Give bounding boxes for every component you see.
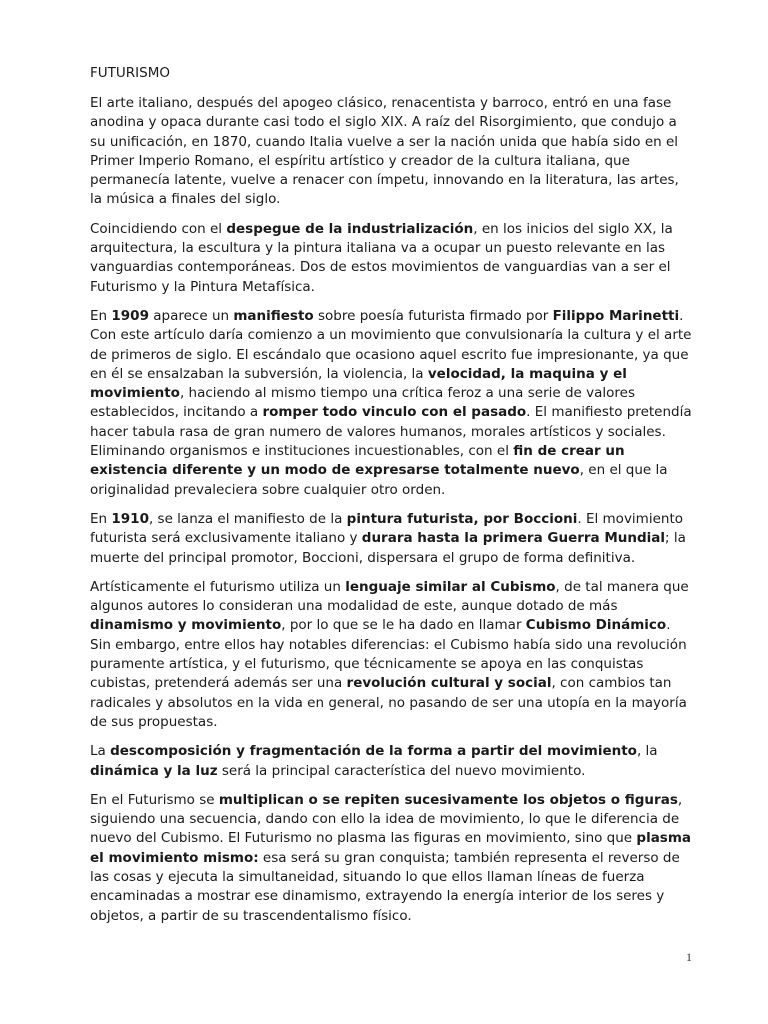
text-run: . Con este artículo daría comienzo a un movimiento que convulsionaría la cultura y el arte de primeros de siglo. El escándalo que ocasiono aquel escrito fue impresionante, ya que en él se ensalzaban la subversión, la violencia, la bbox=[90, 307, 692, 382]
text-run: , la bbox=[636, 743, 658, 760]
text-run: En bbox=[90, 510, 112, 527]
bold-text: Cubismo Dinámico bbox=[525, 617, 667, 634]
text-run: Artísticamente el futurismo utiliza un bbox=[90, 578, 346, 595]
document-body bbox=[90, 94, 694, 926]
text-run: aparece un bbox=[148, 307, 234, 324]
text-run: La bbox=[90, 743, 111, 760]
document-page bbox=[90, 64, 694, 936]
bold-text: descomposición y fragmentación de la forma a partir del movimiento bbox=[110, 743, 637, 760]
text-run: , de tal manera que algunos autores lo consideran una modalidad de este, aunque dotado de más bbox=[90, 578, 689, 615]
bold-text: pintura futurista, por Boccioni bbox=[346, 510, 578, 527]
bold-text: romper todo vinculo con el pasado bbox=[262, 404, 527, 421]
paragraph bbox=[90, 742, 694, 781]
text-run: El arte italiano, después del apogeo clásico, renacentista y barroco, entró en una fase anodina y opaca durante casi todo el siglo XIX. A raíz del Risorgimiento, que condujo a su unificación, en 1870, cuando Italia vuelve a ser la nación unida que había sido en el Primer Imperio Romano, el espíritu artístico y creador de la cultura italiana, que permanecía latente, vuelve a renacer con ímpetu, innovando en la literatura, las artes, la música a finales del siglo. bbox=[90, 95, 679, 208]
bold-text: Filippo Marinetti bbox=[552, 307, 680, 324]
bold-text: fin de crear un existencia diferente y un modo de expresarse totalmente nuevo bbox=[90, 443, 625, 479]
paragraph bbox=[90, 791, 694, 926]
text-run: ; la muerte del principal promotor, Boccioni, dispersara el grupo de forma definitiva. bbox=[90, 530, 686, 566]
bold-text: despegue de la industrialización bbox=[226, 220, 474, 237]
paragraph bbox=[90, 510, 694, 568]
text-run: esa será su gran conquista; también representa el reverso de las cosas y ejecuta la simultaneidad, situando lo que ellos llaman líneas de fuerza encaminadas a mostrar ese dinamismo, extrayendo la energía interior de los seres y objetos, a partir de su trascendentalismo físico. bbox=[90, 849, 680, 924]
text-run: . El movimiento futurista será exclusivamente italiano y bbox=[90, 510, 683, 547]
bold-text: dinámica y la luz bbox=[90, 762, 218, 779]
bold-text: lenguaje similar al Cubismo bbox=[345, 578, 556, 595]
text-run: , por lo que se le ha dado en llamar bbox=[281, 617, 526, 634]
paragraph bbox=[90, 578, 694, 732]
text-run: En el Futurismo se bbox=[90, 791, 219, 808]
paragraph bbox=[90, 94, 694, 210]
paragraph bbox=[90, 307, 694, 500]
bold-text: plasma el movimiento mismo: bbox=[90, 830, 692, 866]
bold-text: dinamismo y movimiento bbox=[90, 617, 282, 634]
bold-text: velocidad, la maquina y el movimiento bbox=[90, 365, 627, 402]
bold-text: manifiesto bbox=[233, 307, 314, 324]
text-run: . Sin embargo, entre ellos hay notables diferencias: el Cubismo había sido una revolución puramente artística, y el futurismo, que técnicamente se apoya en las conquistas cubistas, pretenderá además ser una bbox=[90, 617, 687, 692]
text-run: , siguiendo una secuencia, dando con ello la idea de movimiento, lo que le diferencia de nuevo del Cubismo. El Futurismo no plasma las figuras en movimiento, sino que bbox=[90, 791, 683, 847]
text-run: sobre poesía futurista firmado por bbox=[313, 307, 553, 324]
text-run: será la principal característica del nuevo movimiento. bbox=[217, 762, 586, 779]
page-number: 1 bbox=[686, 950, 692, 964]
text-run: . El manifiesto pretendía hacer tabula rasa de gran numero de valores humanos, morales artísticos y sociales. Eliminando organismos e instituciones incuestionables, con el bbox=[90, 404, 692, 460]
paragraph bbox=[90, 220, 694, 297]
bold-text: 1910 bbox=[111, 510, 149, 527]
text-run: , en los inicios del siglo XX, la arquitectura, la escultura y la pintura italiana va a ocupar un puesto relevante en las vanguardias contemporáneas. Dos de estos movimientos de vanguardias van a ser el Futurismo y la Pintura Metafísica. bbox=[90, 220, 673, 295]
text-run: , con cambios tan radicales y absolutos en la vida en general, no pasando de ser una utopía en la mayoría de sus propuestas. bbox=[90, 675, 687, 730]
text-run: , haciendo al mismo tiempo una crítica feroz a una serie de valores establecidos, incitando a bbox=[90, 385, 635, 421]
bold-text: 1909 bbox=[111, 307, 149, 324]
bold-text: multiplican o se repiten sucesivamente los objetos o figuras bbox=[218, 791, 678, 808]
text-run: En bbox=[90, 307, 112, 324]
document-title: FUTURISMO bbox=[90, 65, 170, 81]
text-run: Coincidiendo con el bbox=[90, 220, 227, 237]
bold-text: durara hasta la primera Guerra Mundial bbox=[361, 530, 666, 547]
text-run: , en el que la originalidad prevaleciera sobre cualquier otro orden. bbox=[90, 462, 668, 498]
text-run: , se lanza el manifiesto de la bbox=[148, 510, 347, 527]
bold-text: revolución cultural y social bbox=[346, 675, 552, 692]
